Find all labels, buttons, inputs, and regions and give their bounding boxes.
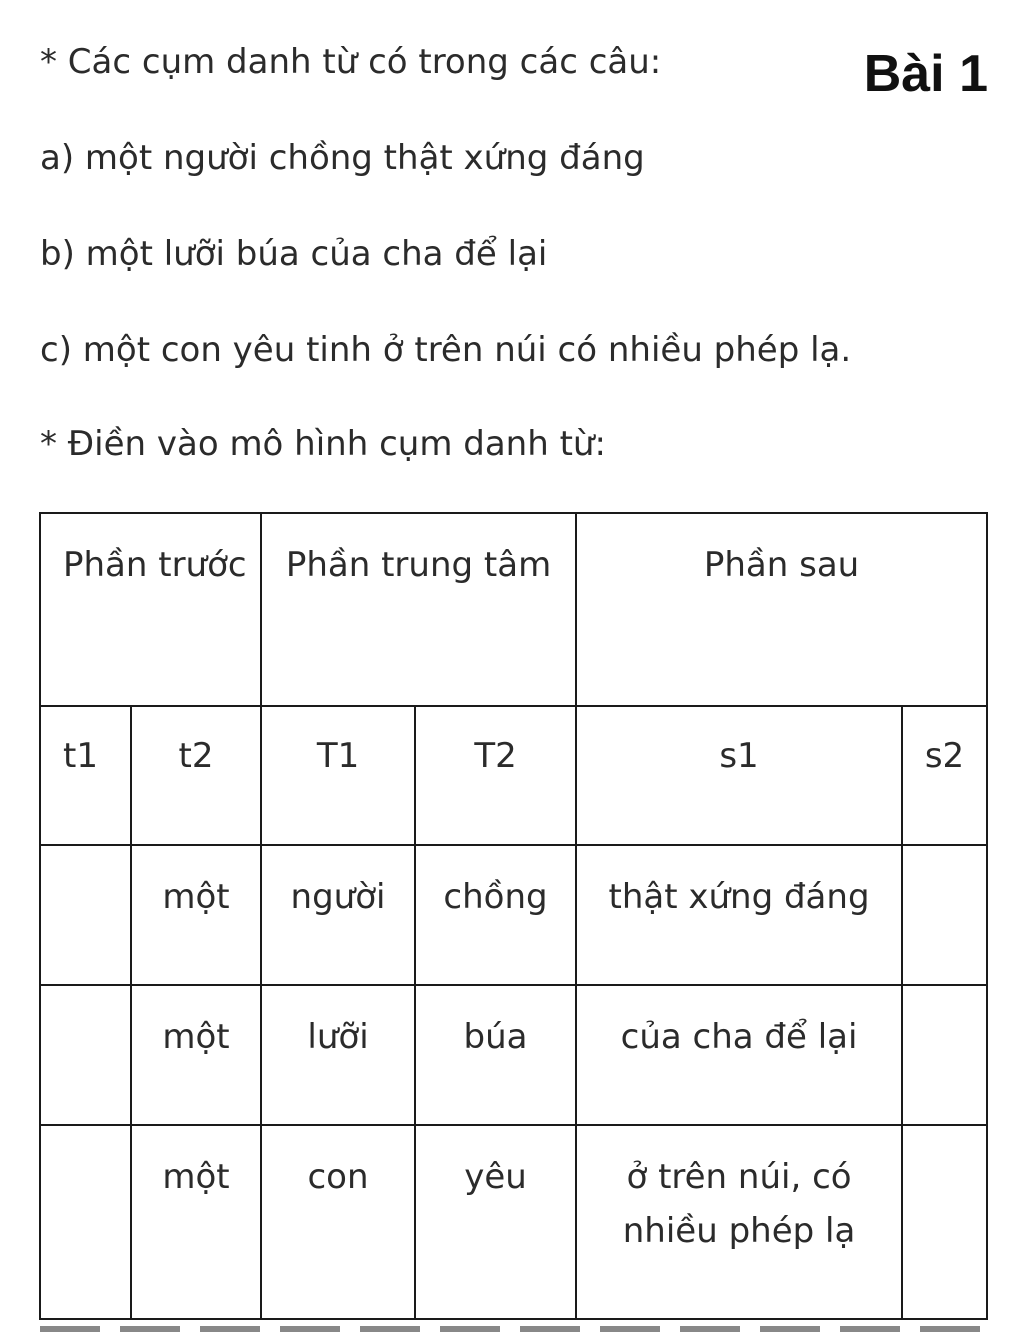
table-row [40, 845, 987, 985]
table-cell: thật xứng đáng [576, 845, 902, 985]
group-header-back: Phần sau [576, 513, 987, 706]
table-cell [40, 985, 131, 1125]
table-cell: chồng [415, 845, 576, 985]
table-cell [902, 1125, 987, 1319]
table-cell [40, 845, 131, 985]
table-cell: của cha để lại [576, 985, 902, 1125]
table-column-header-row [40, 706, 987, 845]
col-header-s2: s2 [902, 706, 987, 845]
col-header-T2: T2 [415, 706, 576, 845]
col-header-t2: t2 [131, 706, 261, 845]
table-cell: con [261, 1125, 415, 1319]
table-cell: ở trên núi, có nhiều phép lạ [576, 1125, 902, 1319]
table-row [40, 1125, 987, 1319]
exercise-title: Bài 1 [863, 45, 988, 103]
table-cell: yêu [415, 1125, 576, 1319]
table-cell: một [131, 1125, 261, 1319]
table-cell [902, 845, 987, 985]
col-header-s1: s1 [576, 706, 902, 845]
sentence-a: a) một người chồng thật xứng đáng [40, 138, 645, 178]
table-row [40, 985, 987, 1125]
table-cell: một [131, 985, 261, 1125]
table-cell: lưỡi [261, 985, 415, 1125]
col-header-T1: T1 [261, 706, 415, 845]
noun-phrase-table [39, 512, 988, 1320]
group-header-front: Phần trước [40, 513, 261, 706]
table-cell [902, 985, 987, 1125]
cut-off-next-line [40, 1326, 980, 1332]
table-cell: búa [415, 985, 576, 1125]
instruction-text: * Điền vào mô hình cụm danh từ: [40, 424, 606, 464]
sentence-b: b) một lưỡi búa của cha để lại [40, 234, 548, 274]
table-cell: một [131, 845, 261, 985]
table-group-header-row [40, 513, 987, 706]
group-header-center: Phần trung tâm [261, 513, 576, 706]
col-header-t1: t1 [40, 706, 131, 845]
intro-text: * Các cụm danh từ có trong các câu: [40, 42, 662, 82]
sentence-c: c) một con yêu tinh ở trên núi có nhiều phép lạ. [40, 330, 852, 370]
table-cell: người [261, 845, 415, 985]
table-cell [40, 1125, 131, 1319]
